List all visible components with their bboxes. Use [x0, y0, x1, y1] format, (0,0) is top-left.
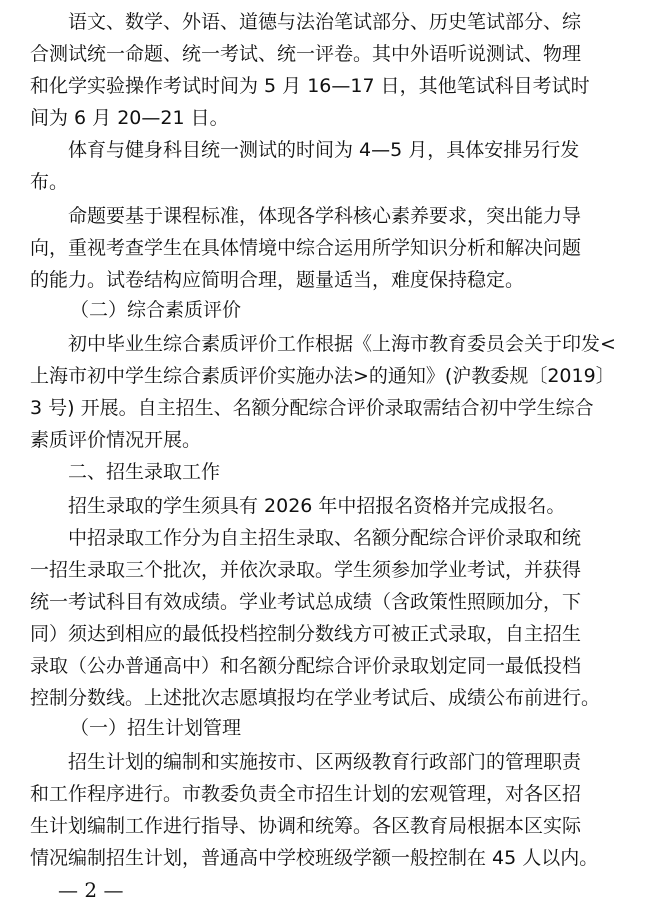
section-heading: （一）招生计划管理: [70, 717, 242, 739]
body-text-line: 向，重视考查学生在具体情境中综合运用所学知识分析和解决问题: [30, 237, 582, 259]
body-text-line: 命题要基于课程标准，体现各学科核心素养要求，突出能力导: [68, 205, 582, 227]
body-text-line: 语文、数学、外语、道德与法治笔试部分、历史笔试部分、综: [68, 11, 582, 33]
body-text-line: 中招录取工作分为自主招生录取、名额分配综合评价录取和统: [68, 527, 582, 549]
body-text-line: 体育与健身科目统一测试的时间为 4—5 月，具体安排另行发: [68, 139, 580, 161]
body-text-line: 布。: [30, 171, 69, 193]
body-text-line: 录取（公办普通高中）和名额分配综合评价录取划定同一最低投档: [30, 655, 582, 677]
body-text-line: 和化学实验操作考试时间为 5 月 16—17 日，其他笔试科目考试时: [30, 75, 590, 97]
body-text-line: 同）须达到相应的最低投档控制分数线方可被正式录取，自主招生: [30, 623, 582, 645]
body-text-line: 上海市初中学生综合素质评价实施办法>的通知》(沪教委规〔2019〕: [30, 365, 615, 387]
section-heading: （二）综合素质评价: [70, 299, 242, 321]
page-number: — 2 —: [58, 878, 124, 902]
body-text-line: 招生计划的编制和实施按市、区两级教育行政部门的管理职责: [68, 751, 582, 773]
body-text-line: 一招生录取三个批次，并依次录取。学生须参加学业考试，并获得: [30, 559, 582, 581]
body-text-line: 情况编制招生计划，普通高中学校班级学额一般控制在 45 人以内。: [30, 847, 599, 869]
chapter-heading: 二、招生录取工作: [68, 461, 221, 483]
body-text-line: 3 号) 开展。自主招生、名额分配综合评价录取需结合初中学生综合: [30, 397, 594, 419]
body-text-line: 和工作程序进行。市教委负责全市招生计划的宏观管理，对各区招: [30, 783, 582, 805]
body-text-line: 招生录取的学生须具有 2026 年中招报名资格并完成报名。: [68, 495, 566, 517]
body-text-line: 素质评价情况开展。: [30, 429, 202, 451]
body-text-line: 控制分数线。上述批次志愿填报均在学业考试后、成绩公布前进行。: [30, 687, 601, 709]
body-text-line: 初中毕业生综合素质评价工作根据《上海市教育委员会关于印发<: [68, 333, 616, 355]
body-text-line: 统一考试科目有效成绩。学业考试总成绩（含政策性照顾加分，下: [30, 591, 582, 613]
body-text-line: 的能力。试卷结构应简明合理，题量适当，难度保持稳定。: [30, 269, 525, 291]
body-text-line: 间为 6 月 20—21 日。: [30, 107, 229, 129]
body-text-line: 合测试统一命题、统一考试、统一评卷。其中外语听说测试、物理: [30, 43, 582, 65]
body-text-line: 生计划编制工作进行指导、协调和统筹。各区教育局根据本区实际: [30, 815, 582, 837]
